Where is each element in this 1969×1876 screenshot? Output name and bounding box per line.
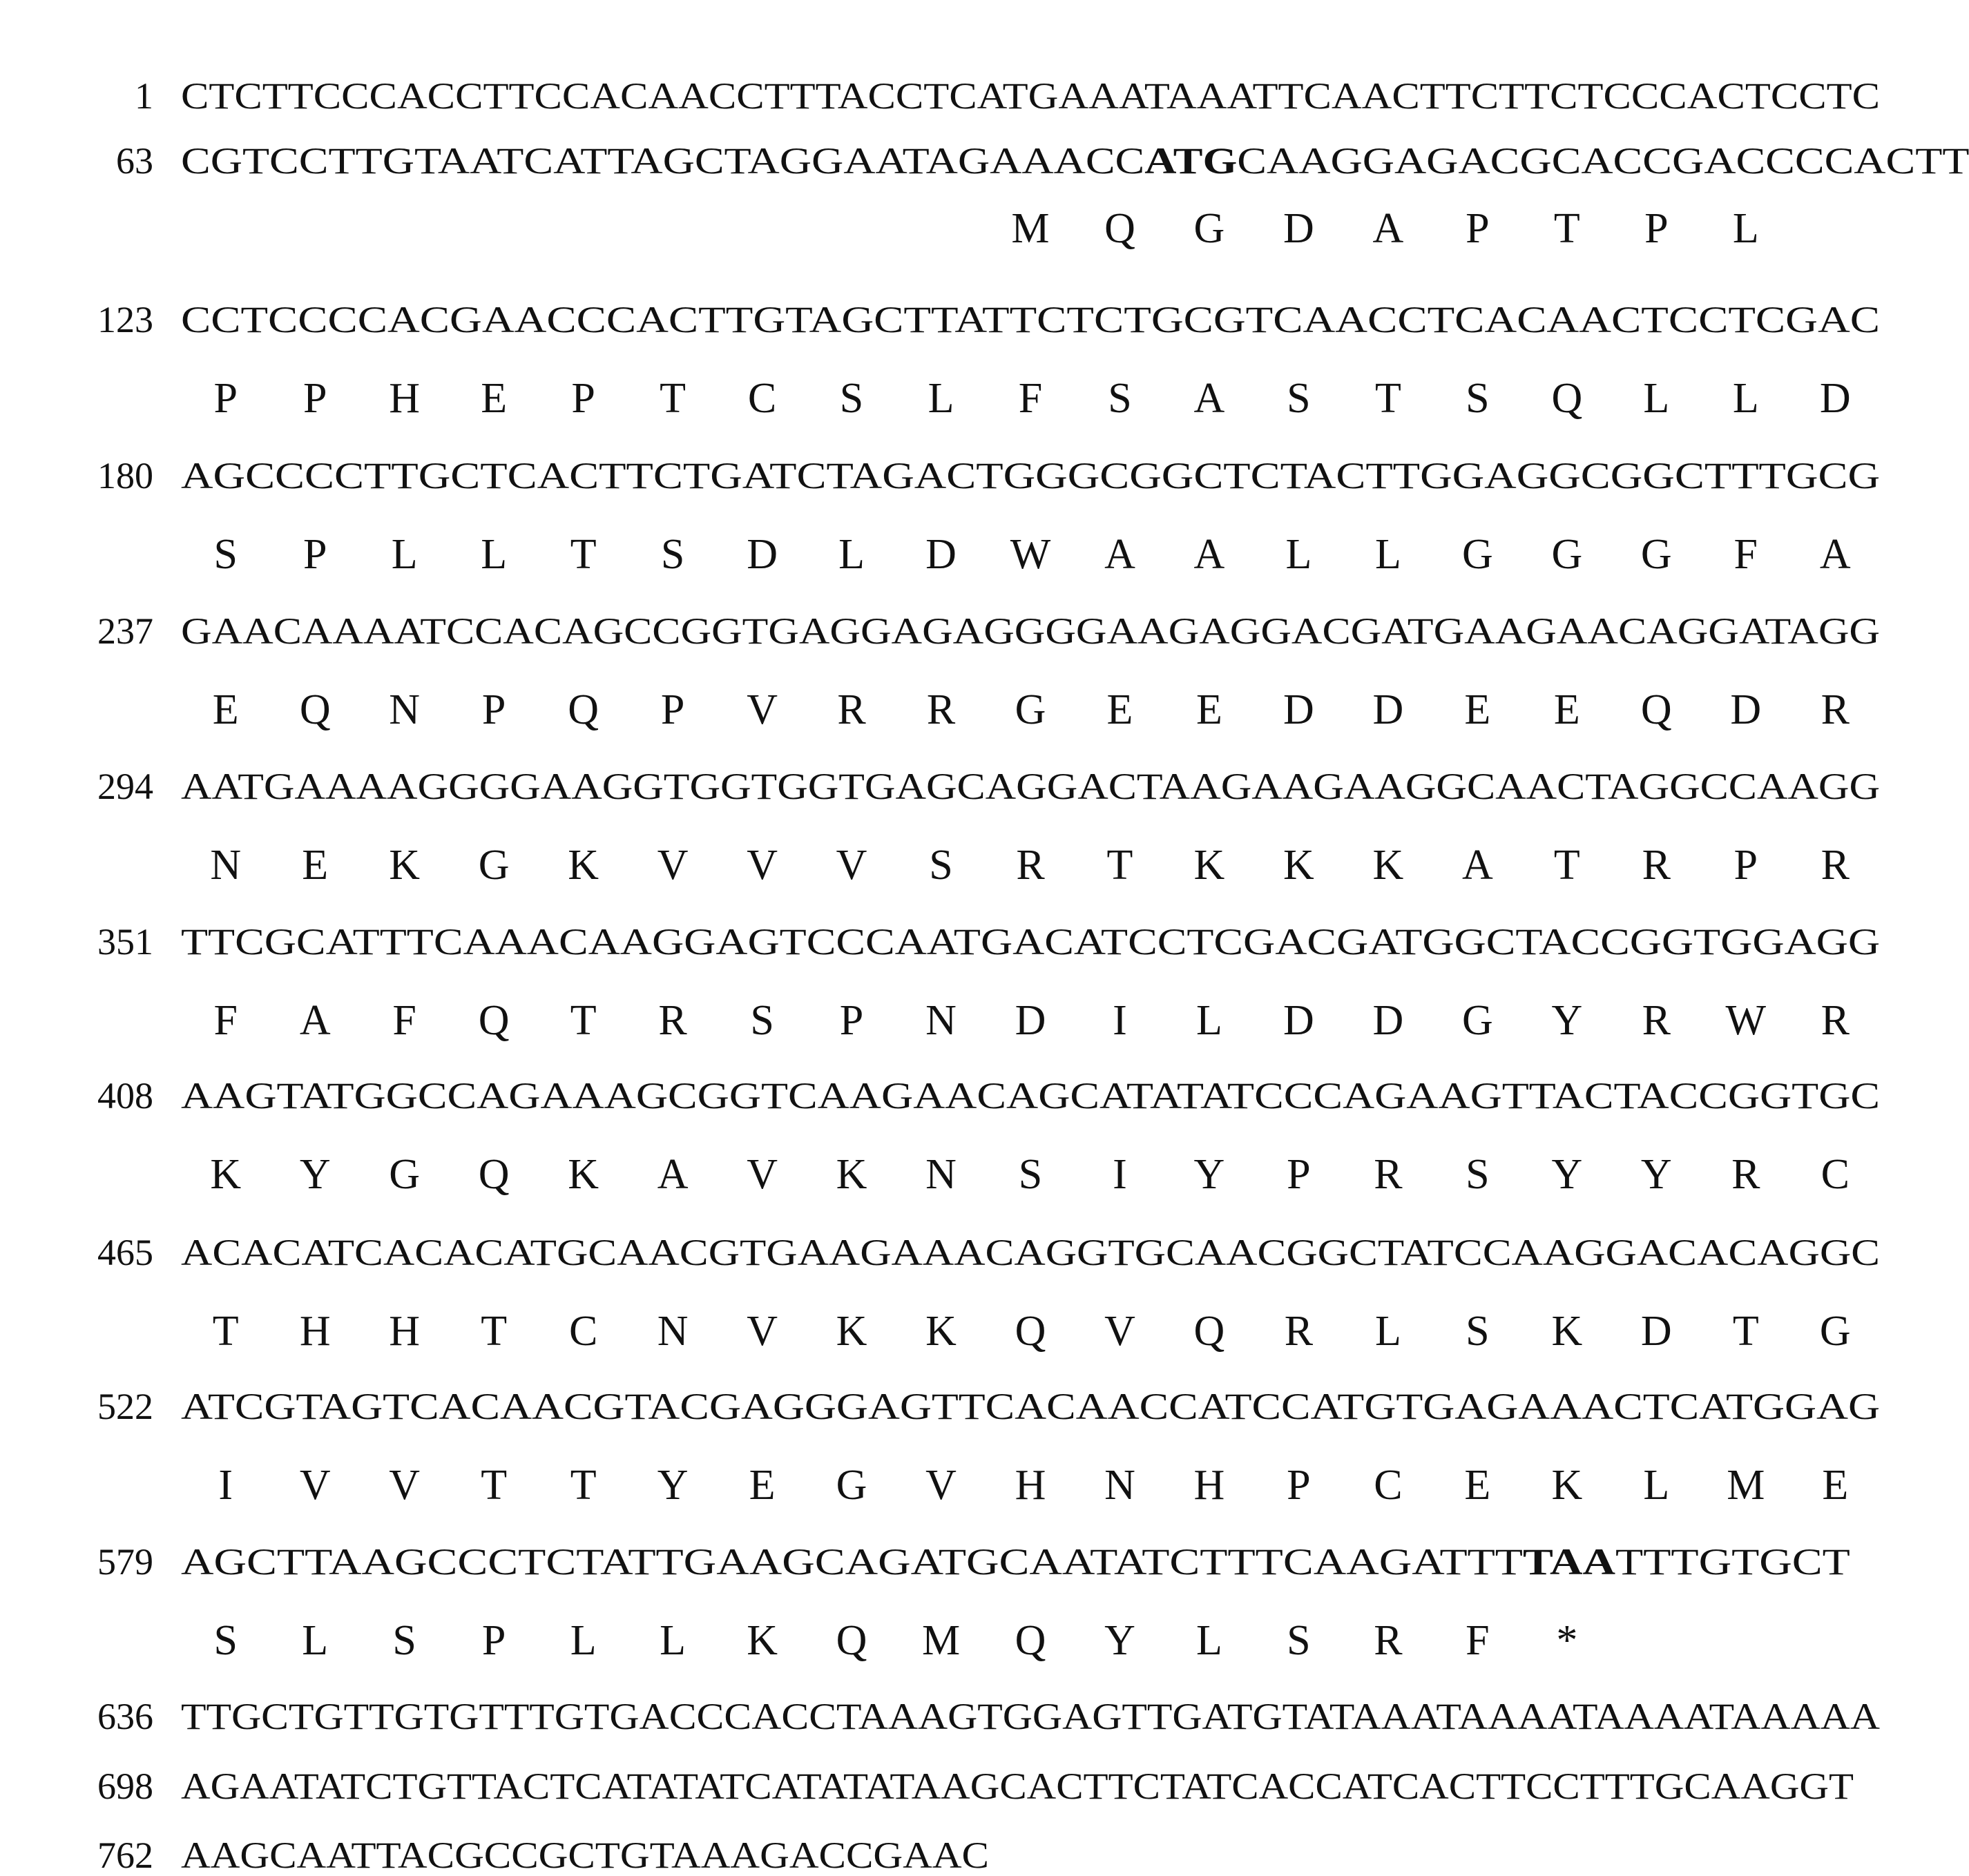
amino-acid: G: [1193, 205, 1225, 252]
position-number: 408: [97, 1075, 153, 1116]
amino-acid-row: [0, 533, 1892, 581]
amino-acid: R: [1821, 686, 1850, 733]
amino-acid: A: [657, 1151, 689, 1198]
amino-acid: I: [218, 1462, 233, 1509]
amino-acid: G: [1461, 997, 1493, 1044]
position-number: 762: [97, 1835, 153, 1876]
amino-acid: S: [213, 1617, 238, 1664]
amino-acid: R: [926, 686, 956, 733]
amino-acid: F: [392, 997, 416, 1044]
amino-acid-row: [0, 1464, 1892, 1512]
position-number: 351: [97, 921, 153, 963]
nucleotide-sequence: [181, 1541, 1850, 1583]
amino-acid: S: [929, 842, 953, 889]
amino-acid: S: [1018, 1151, 1043, 1198]
sequence-segment: TTGCTGTTGTGTTTGTGACCCACCTAAAGTGGAGTTGATGTATAAATAAAATAAAATAAAAA: [181, 1696, 1880, 1737]
amino-acid: K: [210, 1151, 242, 1198]
amino-acid: R: [1821, 842, 1850, 889]
amino-acid: H: [299, 1308, 331, 1355]
amino-acid: A: [1461, 842, 1493, 889]
amino-acid: W: [1725, 997, 1767, 1044]
amino-acid: T: [660, 375, 686, 422]
amino-acid: S: [392, 1617, 416, 1664]
amino-acid: Q: [299, 686, 331, 733]
amino-acid: E: [212, 686, 239, 733]
amino-acid: H: [1015, 1462, 1046, 1509]
amino-acid: P: [660, 686, 685, 733]
amino-acid: K: [1193, 842, 1225, 889]
sequence-segment: TTTGTGCT: [1615, 1541, 1850, 1583]
amino-acid: G: [836, 1462, 867, 1509]
amino-acid: Q: [1015, 1617, 1046, 1664]
amino-acid-row: [0, 999, 1892, 1047]
amino-acid: P: [1733, 842, 1758, 889]
amino-acid: T: [481, 1308, 508, 1355]
amino-acid: S: [1466, 1151, 1490, 1198]
amino-acid: Y: [1104, 1617, 1135, 1664]
amino-acid-row: [0, 377, 1892, 425]
amino-acid: P: [481, 686, 506, 733]
amino-acid: L: [481, 531, 508, 578]
amino-acid: D: [1730, 686, 1762, 733]
amino-acid: P: [1644, 205, 1669, 252]
amino-acid: D: [1015, 997, 1046, 1044]
nucleotide-sequence: [181, 768, 1880, 805]
amino-acid: L: [838, 531, 865, 578]
position-number: 294: [97, 766, 153, 807]
amino-acid: E: [302, 842, 329, 889]
nucleotide-sequence: [181, 1768, 1854, 1805]
amino-acid: L: [391, 531, 418, 578]
amino-acid: N: [925, 1151, 957, 1198]
amino-acid: L: [660, 1617, 686, 1664]
sequence-segment: AATGAAAAGGGGAAGGTGGTGGTGAGCAGGACTAAGAAGAAGGCAACTAGGCCAAGG: [181, 766, 1880, 807]
amino-acid: E: [1822, 1462, 1849, 1509]
amino-acid: E: [749, 1462, 776, 1509]
amino-acid: Y: [299, 1151, 331, 1198]
amino-acid: F: [1018, 375, 1043, 422]
amino-acid: F: [1466, 1617, 1490, 1664]
position-number: 237: [97, 610, 153, 652]
amino-acid: L: [1196, 1617, 1222, 1664]
sequence-segment: AAGCAATTACGCCGCTGTAAAGACCGAAC: [181, 1835, 989, 1876]
amino-acid: E: [1196, 686, 1222, 733]
amino-acid: D: [1372, 997, 1404, 1044]
amino-acid: N: [1104, 1462, 1135, 1509]
sequence-segment: AAGTATGGCCAGAAAGCGGTCAAGAACAGCATATATCCCAGAAGTTACTACCGGTGC: [181, 1075, 1880, 1116]
amino-acid: M: [1727, 1462, 1765, 1509]
amino-acid: T: [1374, 375, 1401, 422]
amino-acid: I: [1113, 1151, 1127, 1198]
amino-acid: R: [1284, 1308, 1314, 1355]
sequence-segment: ATCGTAGTCACAACGTACGAGGGAGTTCACAACCATCCATGTGAGAAACTCATGGAG: [181, 1386, 1880, 1427]
amino-acid: T: [1553, 205, 1580, 252]
amino-acid: S: [660, 531, 685, 578]
amino-acid: R: [1642, 997, 1671, 1044]
amino-acid: T: [212, 1308, 239, 1355]
amino-acid: R: [1374, 1617, 1403, 1664]
amino-acid: A: [299, 997, 331, 1044]
amino-acid: R: [1374, 1151, 1403, 1198]
amino-acid: Q: [1551, 375, 1583, 422]
amino-acid: L: [1643, 1462, 1670, 1509]
amino-acid: Q: [478, 997, 510, 1044]
amino-acid: V: [389, 1462, 421, 1509]
amino-acid: L: [928, 375, 954, 422]
position-number: 180: [97, 455, 153, 496]
position-number: 636: [97, 1696, 153, 1737]
amino-acid: K: [1283, 842, 1314, 889]
amino-acid: V: [657, 842, 689, 889]
sequence-segment: AGCTTAAGCCCTCTATTGAAGCAGATGCAATATCTTTCAAGATTT: [181, 1541, 1524, 1583]
amino-acid: K: [1551, 1462, 1583, 1509]
amino-acid: P: [1287, 1151, 1311, 1198]
amino-acid: V: [747, 1308, 778, 1355]
amino-acid: K: [389, 842, 421, 889]
position-number: 123: [97, 299, 153, 340]
amino-acid: K: [925, 1308, 957, 1355]
amino-acid: C: [747, 375, 777, 422]
nucleotide-sequence: [181, 1388, 1880, 1425]
position-number: 579: [97, 1541, 153, 1583]
sequence-segment: ACACATCACACATGCAACGTGAAGAAACAGGTGCAACGGCTATCCAAGGACACAGGC: [181, 1232, 1880, 1273]
amino-acid: M: [921, 1617, 961, 1664]
amino-acid: T: [1106, 842, 1133, 889]
amino-acid: S: [1287, 1617, 1311, 1664]
amino-acid-row: [0, 1153, 1892, 1201]
amino-acid: V: [836, 842, 867, 889]
amino-acid: I: [1113, 997, 1127, 1044]
amino-acid: N: [389, 686, 421, 733]
nucleotide-sequence: [181, 612, 1880, 650]
amino-acid: P: [1466, 205, 1490, 252]
sequence-segment: AGAATATCTGTTACTCATATATCATATATAAGCACTTCTATCACCATCACTTCCTTTGCAAGGT: [181, 1766, 1854, 1807]
position-number: 63: [116, 140, 153, 182]
amino-acid: T: [570, 1462, 597, 1509]
amino-acid: L: [1374, 1308, 1401, 1355]
amino-acid: S: [1287, 375, 1311, 422]
amino-acid: G: [478, 842, 510, 889]
amino-acid-row: [0, 207, 1892, 255]
amino-acid: G: [1461, 531, 1493, 578]
sequence-segment: CAAGGAGACGCACCGACCCCACTT: [1237, 140, 1969, 182]
amino-acid: G: [1015, 686, 1046, 733]
amino-acid: N: [210, 842, 242, 889]
amino-acid: E: [1106, 686, 1133, 733]
amino-acid: A: [1104, 531, 1135, 578]
amino-acid: D: [1372, 686, 1404, 733]
amino-acid: S: [839, 375, 864, 422]
amino-acid: C: [1821, 1151, 1850, 1198]
amino-acid: K: [568, 1151, 599, 1198]
amino-acid: T: [481, 1462, 508, 1509]
amino-acid-row: [0, 1310, 1892, 1358]
amino-acid: D: [925, 531, 957, 578]
nucleotide-sequence: [181, 301, 1880, 338]
amino-acid: A: [1193, 375, 1225, 422]
sequence-segment: CGTCCTTGTAATCATTAGCTAGGAATAGAAACC: [181, 140, 1145, 182]
amino-acid: V: [299, 1462, 331, 1509]
amino-acid: F: [213, 997, 238, 1044]
sequence-segment: CTCTTCCCACCTTCCACAACCTTTACCTCATGAAATAAATTCAACTTCTTCTCCCACTCCTC: [181, 75, 1880, 117]
amino-acid: T: [1553, 842, 1580, 889]
amino-acid: V: [747, 1151, 778, 1198]
amino-acid: R: [1642, 842, 1671, 889]
amino-acid: S: [750, 997, 774, 1044]
sequence-segment: GAACAAAATCCACAGCCGGTGAGGAGAGGGGAAGAGGACGATGAAGAACAGGATAGG: [181, 610, 1880, 652]
amino-acid-row: [0, 844, 1892, 892]
amino-acid: K: [836, 1151, 867, 1198]
position-number: 522: [97, 1386, 153, 1427]
amino-acid: H: [1193, 1462, 1225, 1509]
amino-acid: C: [568, 1308, 598, 1355]
amino-acid: S: [1466, 1308, 1490, 1355]
amino-acid: Y: [1640, 1151, 1672, 1198]
amino-acid: S: [213, 531, 238, 578]
amino-acid: Q: [1015, 1308, 1046, 1355]
amino-acid: A: [1372, 205, 1404, 252]
nucleotide-sequence: [181, 921, 1880, 963]
nucleotide-sequence: [181, 1077, 1880, 1114]
amino-acid: T: [570, 997, 597, 1044]
amino-acid: N: [657, 1308, 689, 1355]
amino-acid: D: [1819, 375, 1851, 422]
nucleotide-sequence: [181, 1234, 1880, 1271]
amino-acid: M: [1011, 205, 1050, 252]
amino-acid: E: [481, 375, 508, 422]
amino-acid: L: [1732, 205, 1759, 252]
amino-acid: D: [1283, 686, 1314, 733]
amino-acid: Q: [1193, 1308, 1225, 1355]
amino-acid: L: [1732, 375, 1759, 422]
amino-acid: R: [658, 997, 687, 1044]
nucleotide-sequence: [181, 1698, 1880, 1735]
amino-acid-row: [0, 688, 1892, 737]
codon-highlight: TAA: [1523, 1541, 1616, 1583]
amino-acid: P: [839, 997, 864, 1044]
amino-acid: L: [1374, 531, 1401, 578]
sequence-segment: CCTCCCCACGAACCCACTTGTAGCTTATTCTCTGCGTCAACCTCACAACTCCTCGAC: [181, 299, 1880, 340]
amino-acid: V: [747, 686, 778, 733]
amino-acid: R: [1731, 1151, 1760, 1198]
amino-acid: F: [1733, 531, 1758, 578]
amino-acid: D: [1283, 205, 1314, 252]
sequence-segment: TTCGCATTTCAAACAAGGAGTCCCAATGACATCCTCGACGATGGCTACCGGTGGAGG: [181, 921, 1880, 963]
amino-acid: E: [1553, 686, 1580, 733]
amino-acid: C: [1374, 1462, 1403, 1509]
position-number: 465: [97, 1232, 153, 1273]
amino-acid: V: [747, 842, 778, 889]
nucleotide-sequence: [181, 77, 1880, 115]
nucleotide-sequence: [181, 142, 1969, 180]
nucleotide-sequence: [181, 1837, 989, 1874]
amino-acid: K: [568, 842, 599, 889]
amino-acid: Q: [1640, 686, 1672, 733]
amino-acid: R: [837, 686, 866, 733]
amino-acid: K: [1372, 842, 1404, 889]
amino-acid: R: [1016, 842, 1045, 889]
amino-acid: P: [1287, 1462, 1311, 1509]
amino-acid: H: [389, 1308, 421, 1355]
amino-acid: P: [302, 531, 327, 578]
codon-highlight: ATG: [1144, 140, 1238, 182]
amino-acid: D: [1640, 1308, 1672, 1355]
amino-acid: D: [747, 531, 778, 578]
amino-acid: K: [836, 1308, 867, 1355]
amino-acid: S: [1466, 375, 1490, 422]
amino-acid: L: [1285, 531, 1312, 578]
position-number: 1: [135, 75, 153, 117]
amino-acid: V: [925, 1462, 957, 1509]
amino-acid: Y: [1551, 997, 1583, 1044]
amino-acid: P: [571, 375, 595, 422]
amino-acid: G: [1819, 1308, 1851, 1355]
amino-acid: D: [1283, 997, 1314, 1044]
amino-acid: G: [389, 1151, 421, 1198]
amino-acid: L: [570, 1617, 597, 1664]
amino-acid: Q: [478, 1151, 510, 1198]
amino-acid: R: [1821, 997, 1850, 1044]
amino-acid: V: [1104, 1308, 1135, 1355]
amino-acid: Q: [836, 1617, 867, 1664]
amino-acid: A: [1819, 531, 1851, 578]
amino-acid: P: [213, 375, 238, 422]
amino-acid: E: [1464, 1462, 1491, 1509]
amino-acid: P: [481, 1617, 506, 1664]
amino-acid: K: [747, 1617, 778, 1664]
amino-acid: L: [302, 1617, 329, 1664]
amino-acid: A: [1193, 531, 1225, 578]
amino-acid: S: [1108, 375, 1132, 422]
amino-acid: G: [1551, 531, 1583, 578]
amino-acid: E: [1464, 686, 1491, 733]
nucleotide-sequence: [181, 457, 1880, 494]
amino-acid: Y: [657, 1462, 689, 1509]
amino-acid: W: [1010, 531, 1051, 578]
amino-acid: T: [570, 531, 597, 578]
amino-acid: G: [1640, 531, 1672, 578]
amino-acid: Q: [568, 686, 599, 733]
amino-acid: L: [1196, 997, 1222, 1044]
amino-acid: L: [1643, 375, 1670, 422]
amino-acid: H: [389, 375, 421, 422]
amino-acid: Q: [1104, 205, 1135, 252]
amino-acid-row: [0, 1619, 1892, 1667]
amino-acid: *: [1556, 1617, 1578, 1664]
sequence-segment: AGCCCCTTGCTCACTTCTGATCTAGACTGGGCGGCTCTACTTGGAGGCGGCTTTGCG: [181, 455, 1880, 496]
amino-acid: P: [302, 375, 327, 422]
amino-acid: Y: [1551, 1151, 1583, 1198]
position-number: 698: [97, 1766, 153, 1807]
amino-acid: T: [1732, 1308, 1759, 1355]
amino-acid: K: [1551, 1308, 1583, 1355]
amino-acid: N: [925, 997, 957, 1044]
amino-acid: Y: [1193, 1151, 1225, 1198]
